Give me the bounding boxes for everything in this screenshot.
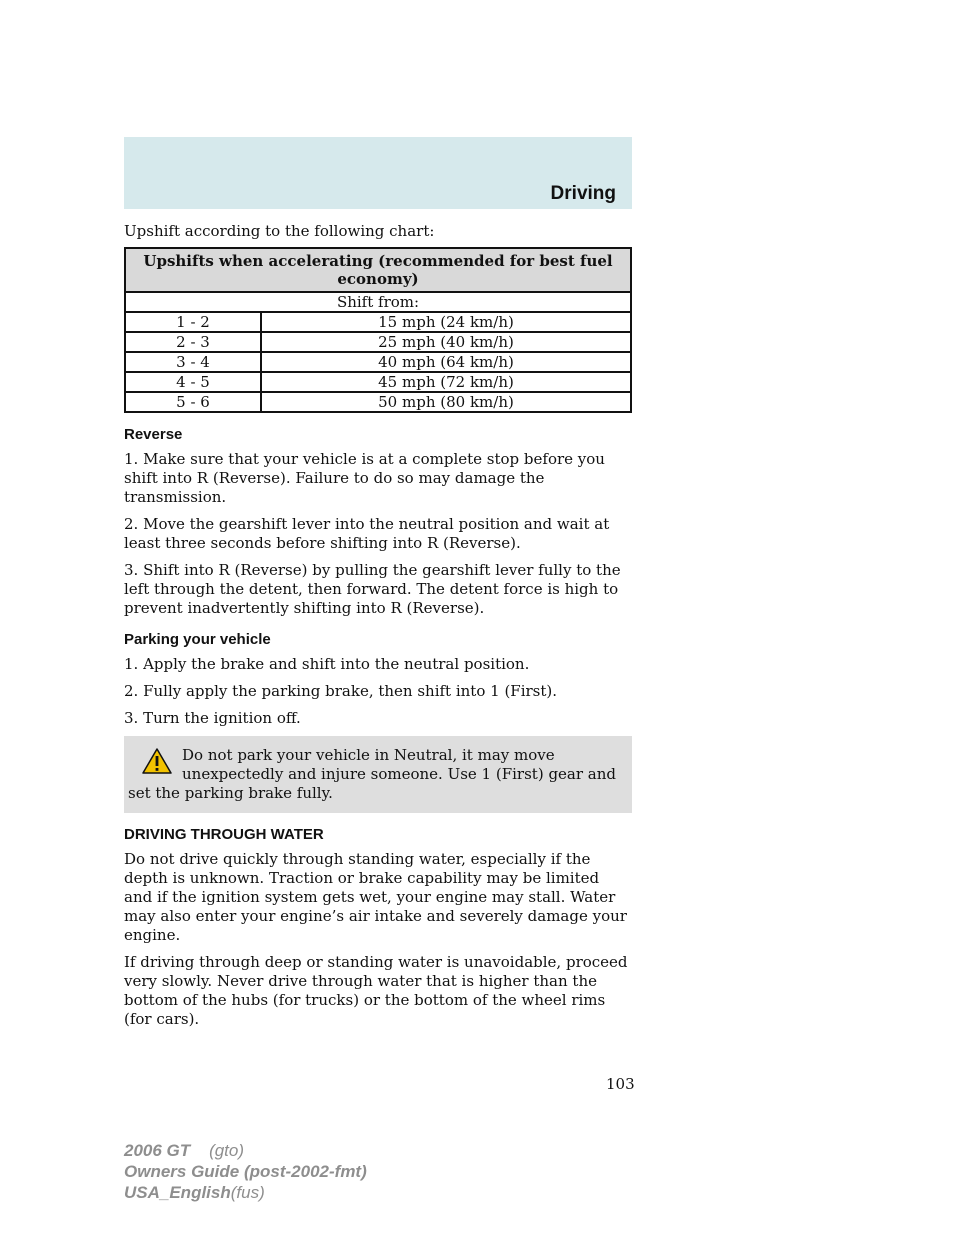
reverse-step: 1. Make sure that your vehicle is at a complete stop before you shift into R (Reverse). Failure to do so may damage the transmission.	[124, 450, 605, 506]
footer-line	[124, 1161, 367, 1182]
reverse-heading: Reverse	[124, 426, 183, 443]
table-row	[125, 332, 631, 352]
parking-step: 3. Turn the ignition off.	[124, 709, 301, 727]
speed-cell: 40 mph (64 km/h)	[261, 352, 631, 372]
speed-cell: 25 mph (40 km/h)	[261, 332, 631, 352]
parking-heading: Parking your vehicle	[124, 631, 271, 648]
water-paragraph: If driving through deep or standing water is unavoidable, proceed very slowly. Never drive through water that is higher than the bottom of the hubs (for trucks) or the bottom of the wheel rims (for cars).	[124, 953, 628, 1028]
footer-guide: Owners Guide (post-2002-fmt)	[124, 1162, 367, 1181]
speed-cell: 45 mph (72 km/h)	[261, 372, 631, 392]
gear-cell: 3 - 4	[125, 352, 261, 372]
parking-step: 2. Fully apply the parking brake, then shift into 1 (First).	[124, 682, 558, 700]
header-band	[124, 137, 632, 209]
intro-text: Upshift according to the following chart:	[124, 222, 435, 240]
water-paragraph: Do not drive quickly through standing water, especially if the depth is unknown. Traction or brake capability may be limited and if the ignition system gets wet, your engine may stall. Water may also enter your engine’s air intake and severely damage your engine.	[124, 850, 627, 944]
table-row	[125, 392, 631, 412]
footer-language-code: (fus)	[230, 1183, 265, 1202]
footer-model: 2006 GT	[124, 1141, 191, 1160]
page-number: 103	[606, 1075, 635, 1093]
table-row	[125, 352, 631, 372]
parking-step: 1. Apply the brake and shift into the neutral position.	[124, 655, 530, 673]
warning-triangle-icon	[142, 748, 172, 774]
table-title-row	[125, 248, 631, 292]
gear-cell: 4 - 5	[125, 372, 261, 392]
upshift-table	[124, 247, 632, 413]
page-content	[124, 222, 632, 1037]
document-footer	[124, 1140, 367, 1203]
table-title: Upshifts when accelerating (recommended for best fuel economy)	[125, 248, 631, 292]
table-row	[125, 312, 631, 332]
footer-line	[124, 1140, 367, 1161]
gear-cell: 5 - 6	[125, 392, 261, 412]
footer-model-code: (gto)	[209, 1141, 245, 1160]
warning-text: Do not park your vehicle in Neutral, it may move unexpectedly and injure someone. Use 1 (First) gear and set the parking brake fully.	[128, 746, 617, 802]
water-heading: DRIVING THROUGH WATER	[124, 826, 324, 843]
footer-line	[124, 1182, 367, 1203]
footer-language: USA_English	[124, 1183, 231, 1202]
speed-cell: 50 mph (80 km/h)	[261, 392, 631, 412]
table-subheader: Shift from:	[125, 292, 631, 312]
table-subheader-row	[125, 292, 631, 312]
reverse-step: 3. Shift into R (Reverse) by pulling the gearshift lever fully to the left through the detent, then forward. The detent force is high to prevent inadvertently shifting into R (Reverse).	[124, 561, 621, 617]
warning-box	[124, 736, 632, 813]
gear-cell: 1 - 2	[125, 312, 261, 332]
reverse-step: 2. Move the gearshift lever into the neutral position and wait at least three seconds before shifting into R (Reverse).	[124, 515, 610, 552]
table-row	[125, 372, 631, 392]
gear-cell: 2 - 3	[125, 332, 261, 352]
speed-cell: 15 mph (24 km/h)	[261, 312, 631, 332]
section-title: Driving	[550, 183, 616, 204]
